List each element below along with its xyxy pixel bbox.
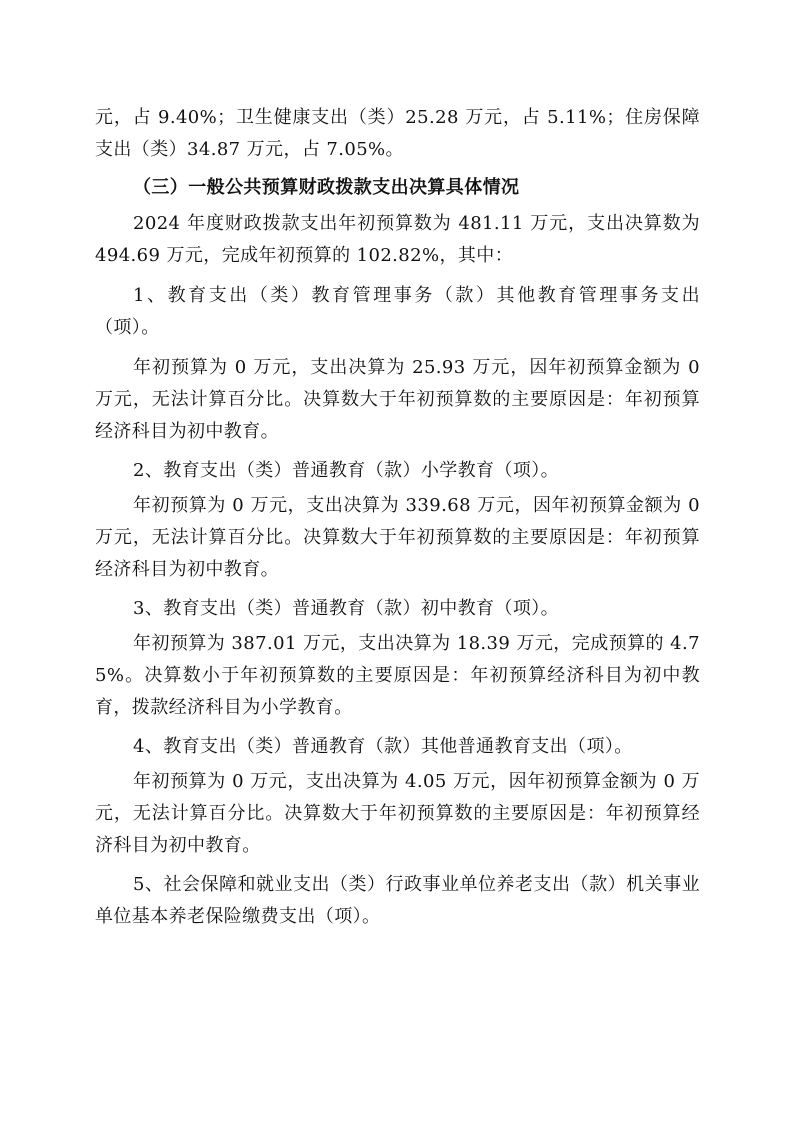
item-1-title: 1、教育支出（类）教育管理事务（款）其他教育管理事务支出（项）。 [95,285,700,338]
item-2-body: 年初预算为 0 万元，支出决算为 339.68 万元，因年初预算金额为 0 万元，无法计算百分比。决算数大于年初预算数的主要原因是：年初预算经济科目为初中教育。 [95,495,700,580]
item-4-title: 4、教育支出（类）普通教育（款）其他普通教育支出（项）。 [133,736,633,757]
item-3-body: 年初预算为 387.01 万元，支出决算为 18.39 万元，完成预算的 4.75%。决算数小于年初预算数的主要原因是：年初预算经济科目为初中教育，拨款经济科目为小学教育。 [95,633,700,718]
item-5-title: 5、社会保障和就业支出（类）行政事业单位养老支出（款）机关事业单位基本养老保险缴费支出（项）。 [95,874,700,927]
item-1-body: 年初预算为 0 万元，支出决算为 25.93 万元，因年初预算金额为 0 万元，无法计算百分比。决算数大于年初预算数的主要原因是：年初预算经济科目为初中教育。 [95,357,700,442]
continued-paragraph: 元，占 9.40%；卫生健康支出（类）25.28 万元，占 5.11%；住房保障支出（类）34.87 万元，占 7.05%。 [95,107,700,160]
item-3-title: 3、教育支出（类）普通教育（款）初中教育（项）。 [133,598,560,619]
summary-paragraph: 2024 年度财政拨款支出年初预算数为 481.11 万元，支出决算数为 494.69 万元，完成年初预算的 102.82%，其中： [95,213,700,266]
section-heading: （三）一般公共预算财政拨款支出决算具体情况 [133,177,520,198]
item-2-title: 2、教育支出（类）普通教育（款）小学教育（项）。 [133,460,560,481]
item-4-body: 年初预算为 0 万元，支出决算为 4.05 万元，因年初预算金额为 0 万元，无法计算百分比。决算数大于年初预算数的主要原因是：年初预算经济科目为初中教育。 [95,771,700,856]
